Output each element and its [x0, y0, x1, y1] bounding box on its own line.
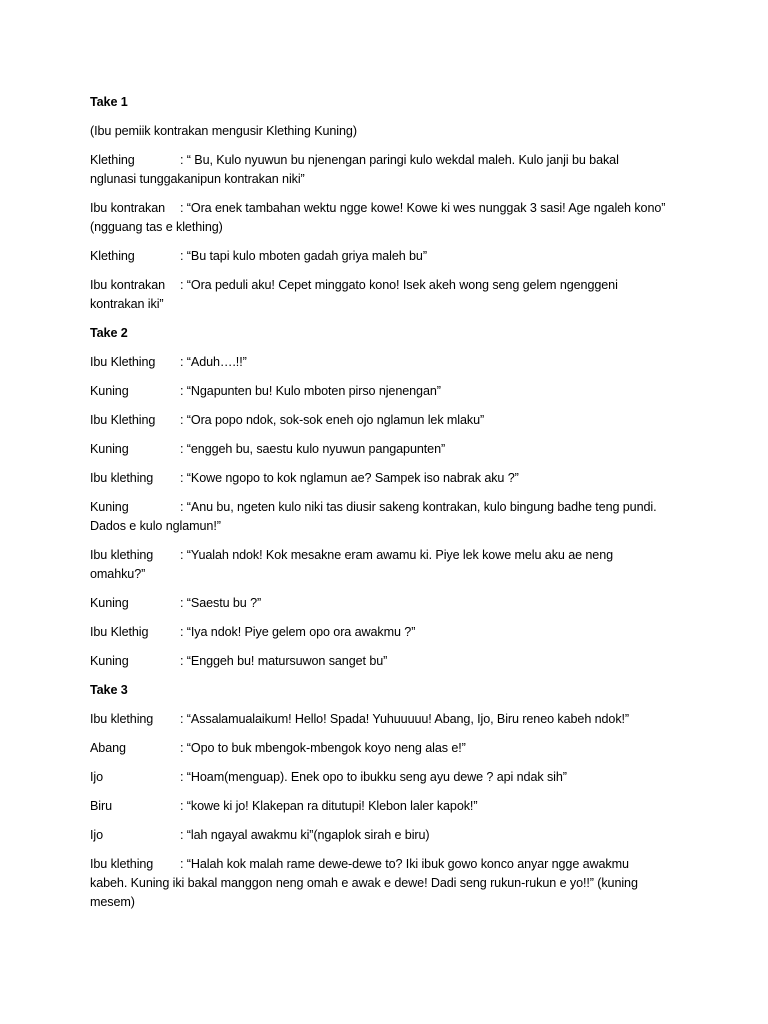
dialogue-line: [90, 276, 690, 314]
dialogue-text: : “Opo to buk mbengok-mbengok koyo neng alas e!”: [180, 741, 466, 755]
speaker-name: Ibu kontrakan: [90, 201, 166, 215]
dialogue-text: : “Ora enek tambahan wektu ngge kowe! Kowe ki wes nunggak 3 sasi! Age ngaleh kono”: [180, 201, 666, 215]
dialogue-line: [90, 151, 690, 189]
dialogue-text: : “lah ngayal awakmu ki”(ngaplok sirah e biru): [180, 828, 430, 842]
speaker-name: Ibu klething: [90, 857, 154, 871]
dialogue-text: : “Iya ndok! Piye gelem opo ora awakmu ?”: [180, 625, 416, 639]
speaker-name: Kuning: [90, 654, 129, 668]
speaker-name: Kuning: [90, 500, 129, 514]
dialogue-text: : “Yualah ndok! Kok mesakne eram awamu ki. Piye lek kowe melu aku ae neng: [180, 548, 614, 562]
dialogue-continuation: omahku?”: [90, 567, 146, 581]
dialogue-line: [90, 623, 690, 642]
dialogue-line: [90, 411, 690, 430]
speaker-name: Ijo: [90, 770, 104, 784]
dialogue-line: [90, 826, 690, 845]
dialogue-line: [90, 353, 690, 372]
dialogue-text: : “Hoam(menguap). Enek opo to ibukku seng ayu dewe ? api ndak sih”: [180, 770, 567, 784]
dialogue-line: [90, 797, 690, 816]
dialogue-line: [90, 652, 690, 671]
speaker-name: Kuning: [90, 596, 129, 610]
take-1-heading: Take 1: [90, 95, 128, 109]
dialogue-line: [90, 498, 690, 536]
dialogue-text: : “Halah kok malah rame dewe-dewe to? Iki ibuk gowo konco anyar ngge awakmu: [180, 857, 629, 871]
dialogue-line: [90, 594, 690, 613]
dialogue-text: : “Assalamualaikum! Hello! Spada! Yuhuuuuu! Abang, Ijo, Biru reneo kabeh ndok!”: [180, 712, 630, 726]
take-2-heading: Take 2: [90, 326, 128, 340]
dialogue-line: [90, 768, 690, 787]
speaker-name: Klething: [90, 249, 135, 263]
dialogue-line: [90, 247, 690, 266]
speaker-name: Klething: [90, 153, 135, 167]
dialogue-text: : “Saestu bu ?”: [180, 596, 262, 610]
dialogue-text: : “kowe ki jo! Klakepan ra ditutupi! Klebon laler kapok!”: [180, 799, 478, 813]
speaker-name: Biru: [90, 799, 112, 813]
dialogue-line: [90, 546, 690, 584]
speaker-name: Ibu kontrakan: [90, 278, 166, 292]
speaker-name: Abang: [90, 741, 126, 755]
dialogue-text: : “Ora popo ndok, sok-sok eneh ojo nglamun lek mlaku”: [180, 413, 485, 427]
dialogue-text: : “enggeh bu, saestu kulo nyuwun pangapunten”: [180, 442, 446, 456]
speaker-name: Kuning: [90, 442, 129, 456]
dialogue-text: : “Enggeh bu! matursuwon sanget bu”: [180, 654, 388, 668]
speaker-name: Kuning: [90, 384, 129, 398]
dialogue-text: : “Anu bu, ngeten kulo niki tas diusir sakeng kontrakan, kulo bingung badhe teng pundi.: [180, 500, 657, 514]
speaker-name: Ibu Klething: [90, 413, 156, 427]
speaker-name: Ibu klething: [90, 548, 154, 562]
dialogue-text: : “Aduh….!!”: [180, 355, 247, 369]
script-document: [90, 93, 690, 922]
dialogue-continuation: kontrakan iki”: [90, 297, 164, 311]
dialogue-text: : “Ngapunten bu! Kulo mboten pirso njenengan”: [180, 384, 441, 398]
dialogue-text: : “Ora peduli aku! Cepet minggato kono! Isek akeh wong seng gelem ngenggeni: [180, 278, 618, 292]
dialogue-continuation: mesem): [90, 895, 135, 909]
dialogue-line: [90, 440, 690, 459]
dialogue-line: [90, 855, 690, 912]
dialogue-text: : “Bu tapi kulo mboten gadah griya maleh bu”: [180, 249, 427, 263]
dialogue-continuation: nglunasi tunggakanipun kontrakan niki”: [90, 172, 305, 186]
dialogue-continuation: kabeh. Kuning iki bakal manggon neng omah e awak e dewe! Dadi seng rukun-rukun e yo!!” (kuning: [90, 876, 638, 890]
speaker-name: Ibu Klethig: [90, 625, 149, 639]
dialogue-line: [90, 710, 690, 729]
dialogue-line: [90, 382, 690, 401]
speaker-name: Ibu klething: [90, 471, 154, 485]
dialogue-continuation: Dados e kulo nglamun!”: [90, 519, 221, 533]
dialogue-text: : “Kowe ngopo to kok nglamun ae? Sampek iso nabrak aku ?”: [180, 471, 519, 485]
speaker-name: Ibu klething: [90, 712, 154, 726]
dialogue-text: : “ Bu, Kulo nyuwun bu njenengan paringi kulo wekdal maleh. Kulo janji bu bakal: [180, 153, 619, 167]
dialogue-line: [90, 739, 690, 758]
speaker-name: Ijo: [90, 828, 104, 842]
take-1-direction: (Ibu pemiik kontrakan mengusir Klething Kuning): [90, 124, 357, 138]
dialogue-continuation: (ngguang tas e klething): [90, 220, 223, 234]
dialogue-line: [90, 199, 690, 237]
dialogue-line: [90, 469, 690, 488]
take-3-heading: Take 3: [90, 683, 128, 697]
speaker-name: Ibu Klething: [90, 355, 156, 369]
